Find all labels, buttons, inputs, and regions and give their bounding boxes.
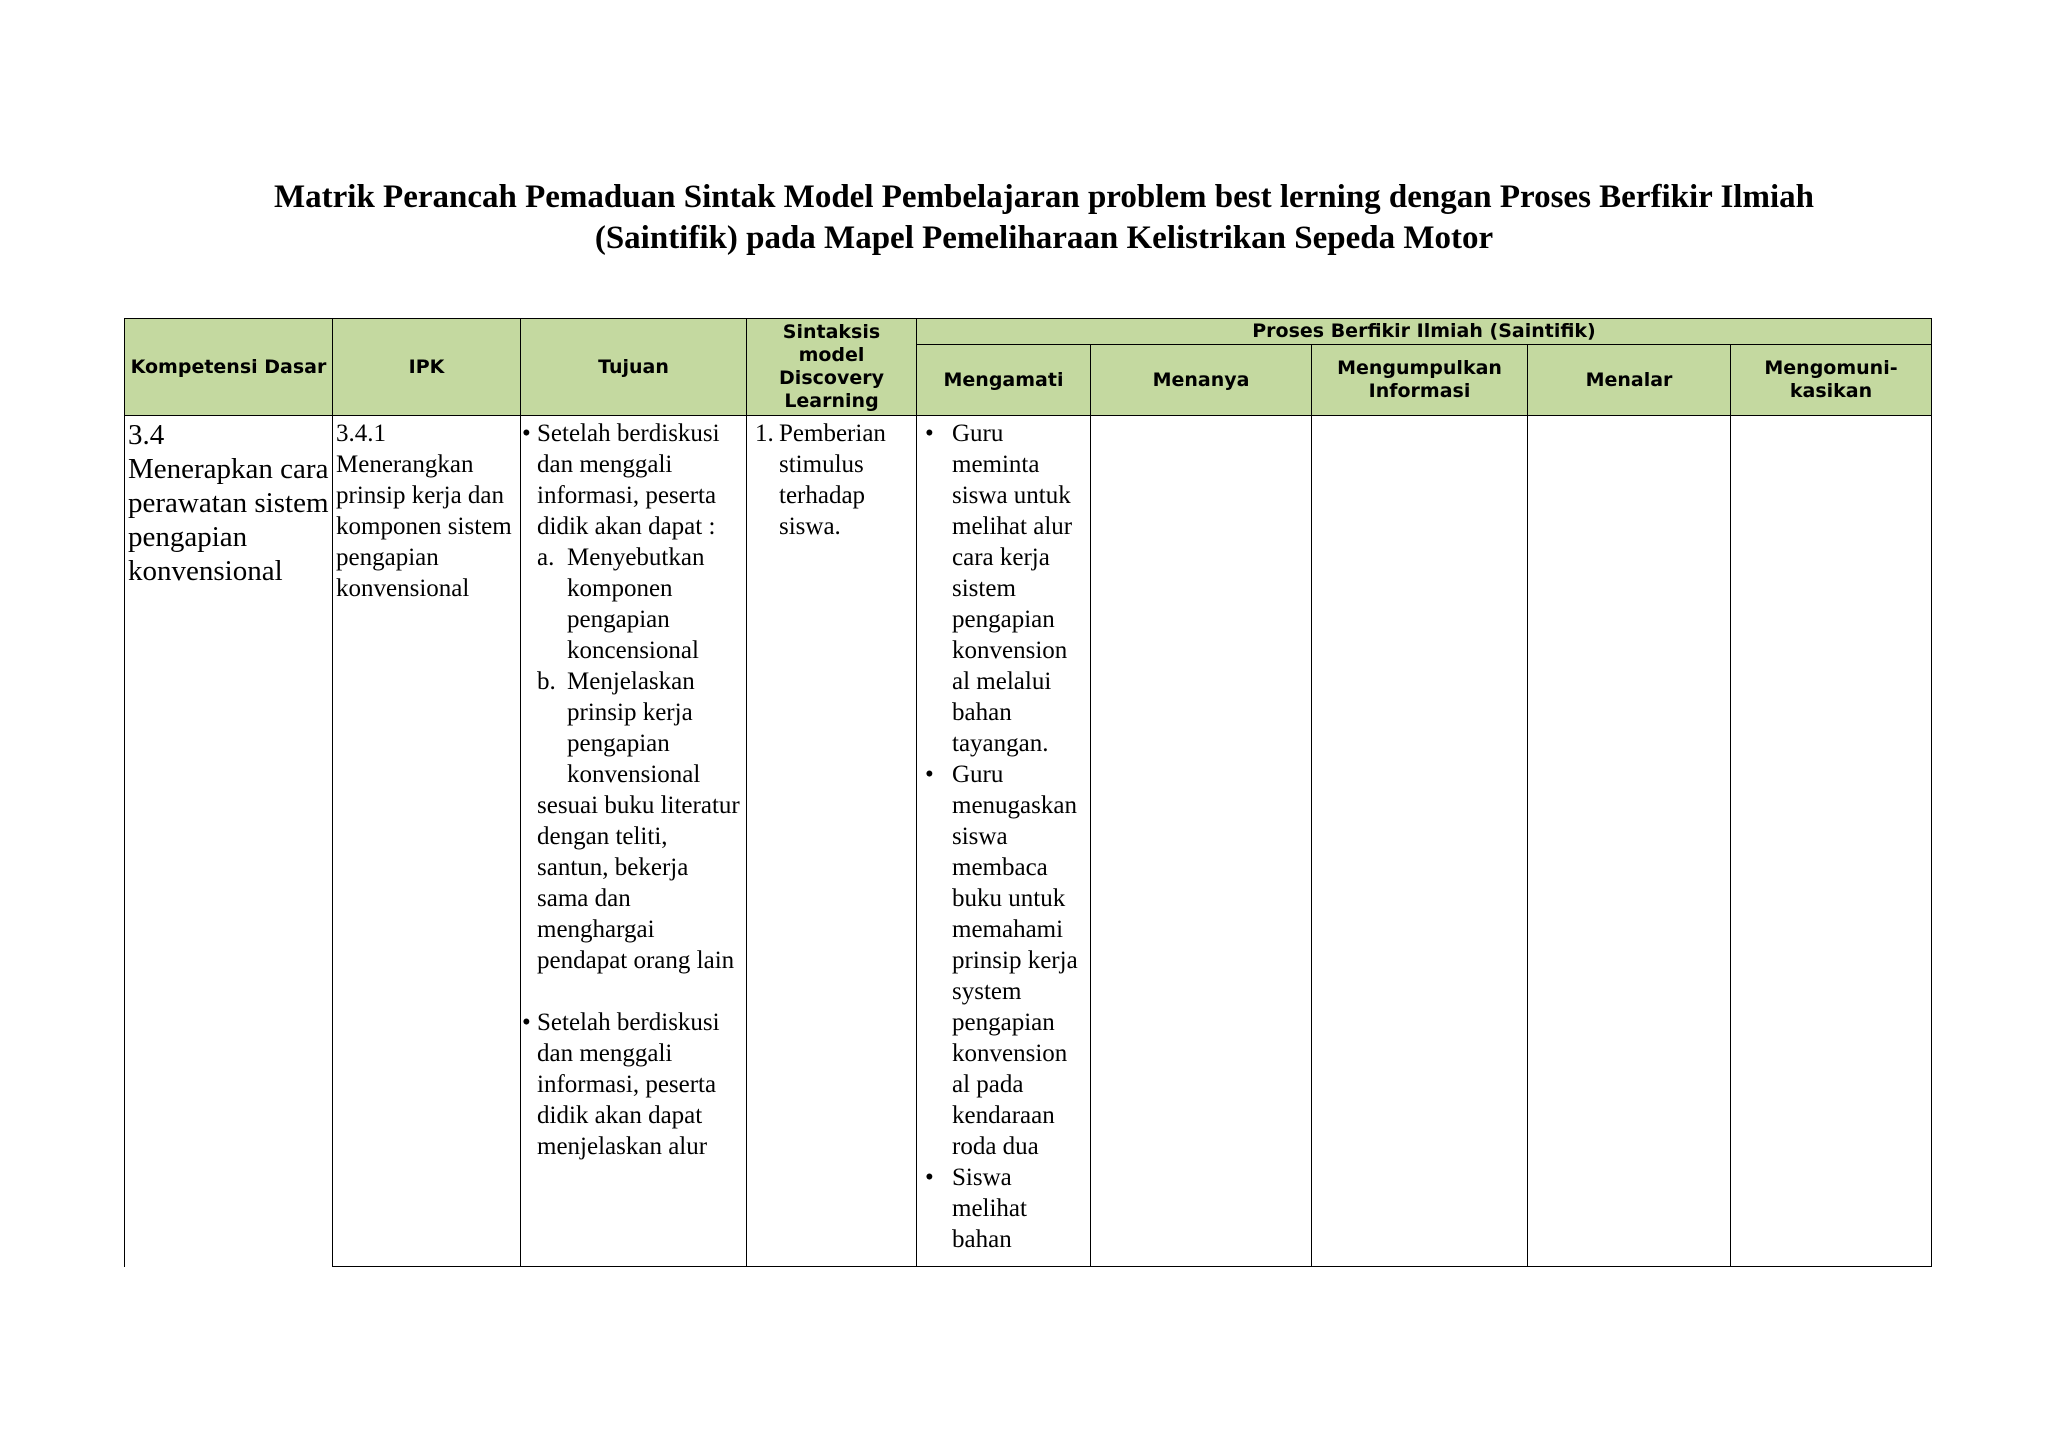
tujuan-item-2: • Setelah berdiskusi dan menggali informasi, peserta didik akan dapat menjelaskan alur xyxy=(537,1009,720,1160)
ipk-number: 3.4.1 xyxy=(336,420,386,447)
mengamati-list xyxy=(919,418,1088,1255)
mengamati-item: • Guru menugaskan siswa membaca buku untuk memahami prinsip kerja system pengapian konvension al pada kendaraan roda dua xyxy=(919,759,1088,1162)
cell-menanya xyxy=(1091,416,1312,1267)
header-proses-berfikir: Proses Berfikir Ilmiah (Saintifik) xyxy=(917,319,1932,345)
cell-mengumpulkan xyxy=(1312,416,1528,1267)
header-tujuan: Tujuan xyxy=(521,319,747,416)
header-mengumpulkan: Mengumpulkan Informasi xyxy=(1312,345,1528,416)
header-ipk: IPK xyxy=(333,319,521,416)
mengamati-item: • Siswa melihat bahan xyxy=(919,1162,1088,1255)
cell-sintaksis xyxy=(747,416,917,1267)
cell-menalar xyxy=(1528,416,1731,1267)
list-marker: a. xyxy=(537,544,555,571)
document-title xyxy=(120,177,1968,259)
cell-tujuan xyxy=(521,416,747,1267)
cell-mengomunikasikan xyxy=(1731,416,1932,1267)
header-menanya: Menanya xyxy=(1091,345,1312,416)
tujuan-item xyxy=(523,1007,744,1162)
header-kompetensi-dasar: Kompetensi Dasar xyxy=(125,319,333,416)
list-marker: b. xyxy=(537,668,556,695)
kd-text: Menerapkan cara perawatan sistem pengapian konvensional xyxy=(128,453,329,587)
header-mengamati: Mengamati xyxy=(917,345,1091,416)
header-sintaksis: Sintaksis model Discovery Learning xyxy=(747,319,917,416)
cell-mengamati xyxy=(917,416,1091,1267)
title-line-2: (Saintifik) pada Mapel Pemeliharaan Kelistrikan Sepeda Motor xyxy=(594,220,1494,256)
tujuan-sub-a: Menyebutkan komponen pengapian koncensional xyxy=(567,544,705,664)
kd-number: 3.4 xyxy=(128,419,165,451)
tujuan-sublist xyxy=(537,542,744,790)
header-mengomunikasikan: Mengomuni-kasikan xyxy=(1731,345,1932,416)
ipk-text: Menerangkan prinsip kerja dan komponen sistem pengapian konvensional xyxy=(336,451,512,602)
list-marker: 1. xyxy=(755,420,774,447)
title-line-1: Matrik Perancah Pemaduan Sintak Model Pembelajaran problem best lerning dengan Proses Berfikir Ilmiah xyxy=(274,179,1814,215)
cell-kompetensi-dasar xyxy=(125,416,333,1267)
header-menalar: Menalar xyxy=(1528,345,1731,416)
mengamati-item: • Guru meminta siswa untuk melihat alur cara kerja sistem pengapian konvension al melalui bahan tayangan. xyxy=(919,418,1088,759)
tujuan-subitem xyxy=(537,666,744,790)
sintaksis-item xyxy=(749,418,914,542)
tujuan-item xyxy=(523,418,744,1007)
tujuan-sub-b: Menjelaskan prinsip kerja pengapian konvensional xyxy=(567,668,701,788)
tujuan-outro: sesuai buku literatur dengan teliti, santun, bekerja sama dan menghargai pendapat orang lain xyxy=(537,792,740,974)
tujuan-intro: • Setelah berdiskusi dan menggali informasi, peserta didik akan dapat : xyxy=(537,420,720,540)
sintaksis-text: Pemberian stimulus terhadap siswa. xyxy=(779,420,886,540)
matrix-table xyxy=(124,318,1932,1267)
tujuan-subitem xyxy=(537,542,744,666)
cell-ipk xyxy=(333,416,521,1267)
tujuan-list xyxy=(523,418,744,1162)
